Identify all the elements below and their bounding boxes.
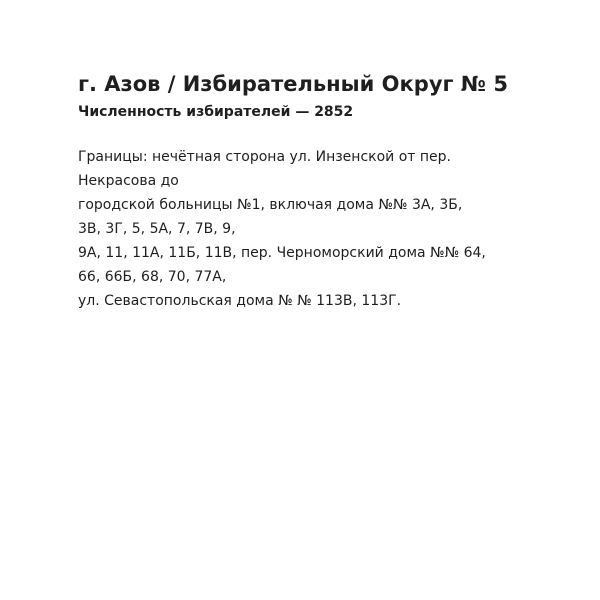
voter-count: Численность избирателей — 2852 (78, 104, 354, 120)
boundary-line: 66, 66Б, 68, 70, 77А, (78, 269, 227, 285)
boundary-line: Некрасова до (78, 173, 179, 189)
boundary-line: Границы: нечётная сторона ул. Инзенской от пер. (78, 149, 451, 165)
boundary-line: ул. Севастопольская дома № № 113В, 113Г. (78, 293, 402, 309)
boundary-line: городской больницы №1, включая дома №№ 3А, 3Б, (78, 197, 463, 213)
boundary-line: 9А, 11, 11А, 11Б, 11В, пер. Черноморский дома №№ 64, (78, 245, 486, 261)
district-boundaries (78, 145, 528, 313)
boundary-line: 3В, 3Г, 5, 5А, 7, 7В, 9, (78, 221, 236, 237)
district-title: г. Азов / Избирательный Округ № 5 (78, 72, 508, 96)
